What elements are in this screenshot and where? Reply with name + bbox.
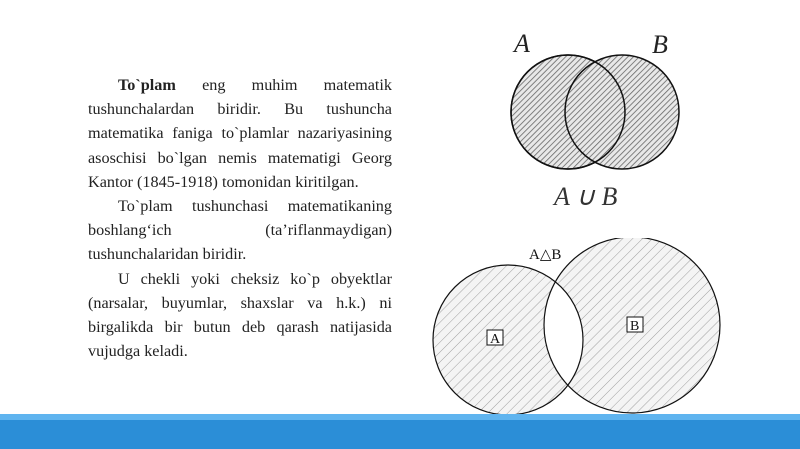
paragraph-1: [88, 73, 392, 194]
union-caption: A ∪ B: [554, 182, 618, 211]
body-text: [88, 73, 392, 363]
symdiff-venn-diagram: [425, 238, 725, 418]
term-toplam: To`plam: [118, 76, 176, 94]
symdiff-title: A△B: [529, 247, 562, 263]
symdiff-label-a: A: [490, 332, 501, 347]
paragraph-3-text: U chekli yoki cheksiz ko`p obyektlar (narsalar, buyumlar, shaxslar va h.k.) ni birgalikda bir butun deb qarash natijasida vujudga keladi.: [88, 269, 392, 361]
union-label-b: B: [652, 30, 668, 59]
paragraph-1-text: eng muhim matematik tushunchalardan biridir. Bu tushuncha matematika faniga to`plamlar nazariyasining asoschisi bo`lgan nemis matematigi Georg Kantor (1845-1918) tomonidan kiritilgan.: [88, 76, 392, 191]
paragraph-3: [88, 267, 392, 364]
footer-stripe: [0, 414, 800, 420]
paragraph-2: [88, 194, 392, 267]
set-b-circle: [565, 55, 679, 169]
union-label-a: A: [514, 29, 530, 58]
paragraph-2-text: To`plam tushunchasi matematikaning boshlang‘ich (ta’riflanmaydigan) tushunchalaridan biridir.: [88, 197, 392, 264]
symdiff-label-b: B: [630, 319, 640, 334]
union-venn-diagram: [500, 20, 700, 220]
footer-bar: [0, 414, 800, 449]
